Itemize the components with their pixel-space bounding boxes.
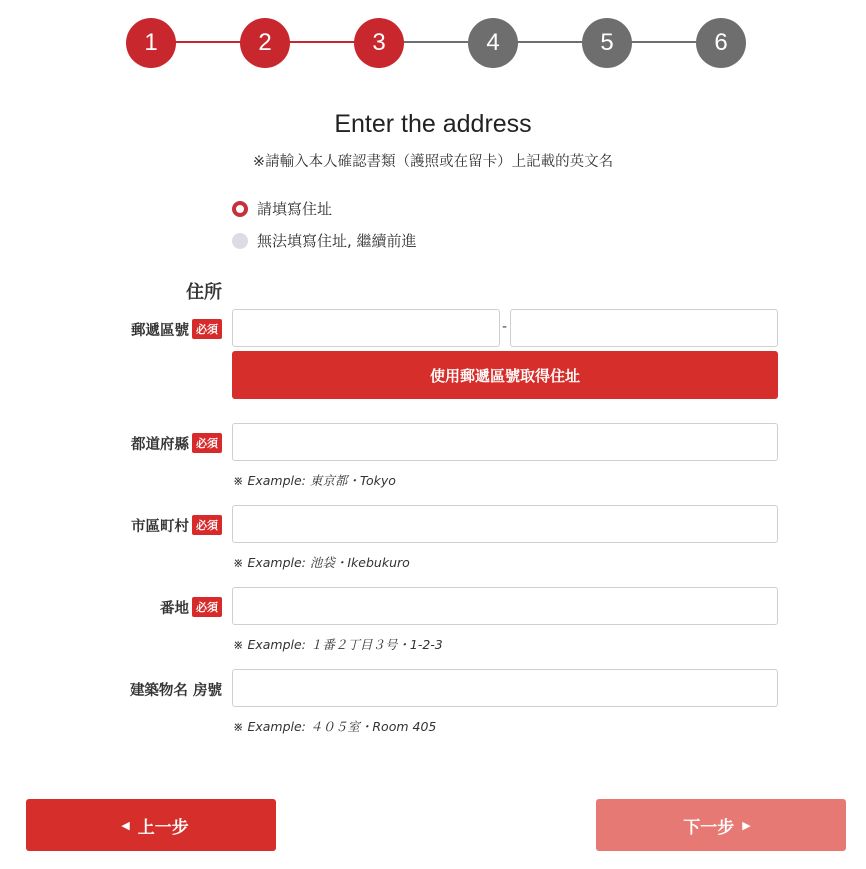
postal-lookup-button[interactable]: 使用郵遞區號取得住址 <box>232 351 778 399</box>
section-title-address: 住所 <box>186 282 222 303</box>
next-button[interactable] <box>596 799 846 851</box>
required-badge: 必須 <box>192 597 222 617</box>
city-hint: ※ Example: 池袋・Ikebukuro <box>233 555 410 570</box>
city-label <box>0 514 222 536</box>
prev-button[interactable] <box>26 799 276 851</box>
caret-left-icon: ◀ <box>121 818 130 832</box>
city-label-text: 市區町村 <box>131 518 189 535</box>
street-label <box>0 596 222 618</box>
postal-code-separator: - <box>502 319 508 335</box>
prefecture-label <box>0 432 222 454</box>
street-input[interactable] <box>232 587 778 625</box>
street-hint: ※ Example: １番２丁目３号・1-2-3 <box>233 637 443 652</box>
building-hint: ※ Example: ４０５室・Room 405 <box>233 719 437 734</box>
building-input[interactable] <box>232 669 778 707</box>
step-3: 3 <box>354 18 404 68</box>
postal-code-second-input[interactable] <box>510 309 778 347</box>
street-label-text: 番地 <box>160 600 189 617</box>
page-title: Enter the address <box>334 110 532 138</box>
required-badge: 必須 <box>192 319 222 339</box>
postal-code-first-input[interactable] <box>232 309 500 347</box>
postal-code-label <box>0 318 222 340</box>
option-skip-address[interactable] <box>232 230 417 251</box>
option-fill-address[interactable] <box>232 198 332 219</box>
caret-right-icon: ▶ <box>742 818 751 832</box>
radio-checked-icon[interactable] <box>232 201 248 217</box>
step-5: 5 <box>582 18 632 68</box>
prefecture-input[interactable] <box>232 423 778 461</box>
option-skip-address-label: 無法填寫住址, 繼續前進 <box>257 232 417 250</box>
step-2: 2 <box>240 18 290 68</box>
building-label-text: 建築物名 房號 <box>129 682 222 699</box>
prev-button-label: 上一步 <box>137 817 189 838</box>
step-4: 4 <box>468 18 518 68</box>
prefecture-hint: ※ Example: 東京都・Tokyo <box>233 473 396 488</box>
next-button-label: 下一步 <box>683 817 735 838</box>
required-badge: 必須 <box>192 433 222 453</box>
option-fill-address-label: 請填寫住址 <box>257 200 333 218</box>
building-label <box>0 678 222 700</box>
page-subtitle: ※請輸入本人確認書類（護照或在留卡）上記載的英文名 <box>252 154 614 170</box>
prefecture-label-text: 都道府縣 <box>131 436 189 453</box>
required-badge: 必須 <box>192 515 222 535</box>
step-6: 6 <box>696 18 746 68</box>
step-1: 1 <box>126 18 176 68</box>
radio-unchecked-icon[interactable] <box>232 233 248 249</box>
city-input[interactable] <box>232 505 778 543</box>
progress-stepper <box>126 18 746 68</box>
postal-code-label-text: 郵遞區號 <box>131 322 189 339</box>
